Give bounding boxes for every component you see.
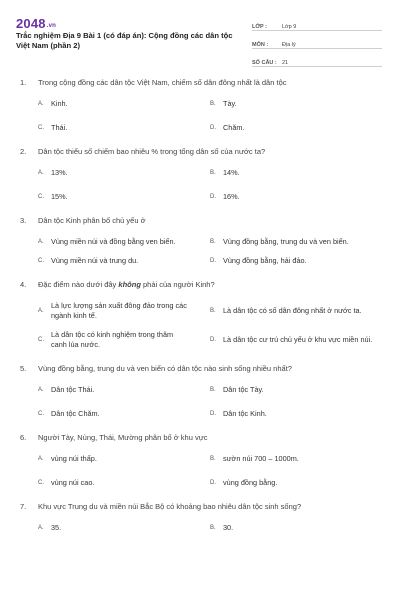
question-number: 6. [20,433,27,442]
option-d[interactable] [210,330,380,350]
option-letter: D. [210,411,216,417]
meta-label: SỐ CÂU : [252,60,277,66]
option-grid [38,99,390,133]
option-a[interactable] [38,523,210,533]
question-number: 7. [20,502,27,511]
option-text: 35. [51,523,62,532]
option-text: 16%. [223,192,240,201]
option-letter: A. [38,456,44,462]
question-6 [0,433,400,488]
option-letter: B. [210,525,216,531]
option-text: 13%. [51,168,68,177]
option-grid [38,454,390,488]
option-letter: A. [38,170,44,176]
logo-suffix: .vn [46,23,57,29]
question-list [0,78,400,533]
option-grid [38,385,390,419]
option-b[interactable] [210,523,380,533]
option-text: Dân tộc Thái. [51,385,95,394]
option-grid [38,301,390,350]
option-letter: B. [210,456,216,462]
meta-label: MÔN : [252,42,269,48]
option-grid [38,168,390,202]
option-a[interactable] [38,99,210,109]
meta-label: LỚP : [252,24,267,30]
option-letter: B. [210,170,216,176]
option-text: 14%. [223,168,240,177]
option-text: Là lực lượng sản xuất đông đảo trong các ngành kinh tế. [51,301,187,320]
option-letter: D. [210,480,216,486]
option-letter: D. [210,258,216,264]
option-text: Vùng đồng bằng, hải đảo. [223,256,307,265]
option-letter: A. [38,308,44,314]
option-text: Thái. [51,123,68,132]
option-text: Tày. [223,99,237,108]
option-letter: B. [210,387,216,393]
option-c[interactable] [38,478,210,488]
option-c[interactable] [38,192,210,202]
option-text: vùng núi cao. [51,478,95,487]
question-5 [0,364,400,419]
option-d[interactable] [210,478,380,488]
option-text: Vùng miền núi và đồng bằng ven biển. [51,237,176,246]
option-c[interactable] [38,256,210,266]
option-letter: A. [38,387,44,393]
option-c[interactable] [38,409,210,419]
option-letter: A. [38,101,44,107]
meta-row-class [252,15,382,31]
option-letter: C. [38,258,44,264]
question-text [38,280,390,290]
option-d[interactable] [210,256,380,266]
page-title: Trắc nghiệm Địa 9 Bài 1 (có đáp án): Cộng đồng các dân tộc Việt Nam (phần 2) [16,31,233,50]
question-number: 2. [20,147,27,156]
question-text: Trong cộng đồng các dân tộc Việt Nam, chiếm số dân đông nhất là dân tộc [38,78,287,87]
option-letter: A. [38,239,44,245]
question-3 [0,216,400,266]
question-text: Dân tộc Kinh phân bố chủ yếu ở [38,216,146,225]
question-number: 1. [20,78,27,87]
option-b[interactable] [210,168,380,178]
question-4 [0,280,400,350]
meta-value: 21 [282,60,289,66]
site-logo[interactable] [16,16,56,31]
option-b[interactable] [210,454,380,464]
option-b[interactable] [210,237,380,247]
option-c[interactable] [38,123,210,133]
question-text-start: Đặc điểm nào dưới đây [38,280,119,289]
meta-value: Địa lý [282,42,296,48]
option-text: sườn núi 700 – 1000m. [223,454,299,463]
meta-value: Lớp 9 [282,24,297,30]
option-text: 15%. [51,192,68,201]
option-text: Là dân tộc có kinh nghiệm trong thâm canh lúa nước. [51,330,174,349]
option-text: Kinh. [51,99,68,108]
option-a[interactable] [38,237,210,247]
option-b[interactable] [210,301,380,321]
option-text: Vùng đồng bằng, trung du và ven biển. [223,237,349,246]
option-a[interactable] [38,301,210,321]
option-a[interactable] [38,168,210,178]
option-grid [38,523,390,533]
option-letter: C. [38,480,44,486]
option-text: Là dân tộc cư trú chủ yếu ở khu vực miền núi. [223,335,373,344]
option-d[interactable] [210,123,380,133]
page-header [0,0,400,70]
question-1 [0,78,400,133]
option-letter: C. [38,411,44,417]
option-text: 30. [223,523,234,532]
question-number: 4. [20,280,27,289]
question-number: 3. [20,216,27,225]
option-text: Dân tộc Tày. [223,385,264,394]
option-letter: B. [210,101,216,107]
option-text: Là dân tộc có số dân đông nhất ở nước ta. [223,306,362,315]
option-letter: B. [210,239,216,245]
question-2 [0,147,400,202]
option-d[interactable] [210,409,380,419]
option-text: vùng núi thấp. [51,454,97,463]
option-letter: C. [38,194,44,200]
option-text: Vùng miền núi và trung du. [51,256,139,265]
option-letter: C. [38,337,44,343]
logo-text: 2048 [16,16,46,31]
question-text: Dân tộc thiểu số chiếm bao nhiêu % trong tổng dân số của nước ta? [38,147,266,156]
option-a[interactable] [38,454,210,464]
option-letter: A. [38,525,44,531]
option-text: Chăm. [223,123,245,132]
option-b[interactable] [210,99,380,109]
question-text: Người Tày, Nùng, Thái, Mường phân bố ở khu vực [38,433,208,442]
option-letter: D. [210,194,216,200]
option-d[interactable] [210,192,380,202]
option-letter: C. [38,125,44,131]
option-letter: B. [210,308,216,314]
option-b[interactable] [210,385,380,395]
option-letter: D. [210,337,216,343]
option-grid [38,237,390,266]
question-text: Vùng đồng bằng, trung du và ven biển có dân tộc nào sinh sống nhiều nhất? [38,364,292,373]
question-text-end: phải của người Kinh? [140,280,215,289]
option-text: Dân tộc Chăm. [51,409,100,418]
option-text: vùng đồng bằng. [223,478,278,487]
meta-info [252,15,382,69]
question-text: Khu vực Trung du và miền núi Bắc Bộ có khoảng bao nhiêu dân tộc sinh sống? [38,502,302,511]
question-text-emphasis: không [118,280,141,289]
question-number: 5. [20,364,27,373]
meta-row-count [252,51,382,67]
option-text: Dân tộc Kinh. [223,409,267,418]
option-a[interactable] [38,385,210,395]
question-7 [0,502,400,533]
option-letter: D. [210,125,216,131]
meta-row-subject [252,33,382,49]
option-c[interactable] [38,330,210,350]
